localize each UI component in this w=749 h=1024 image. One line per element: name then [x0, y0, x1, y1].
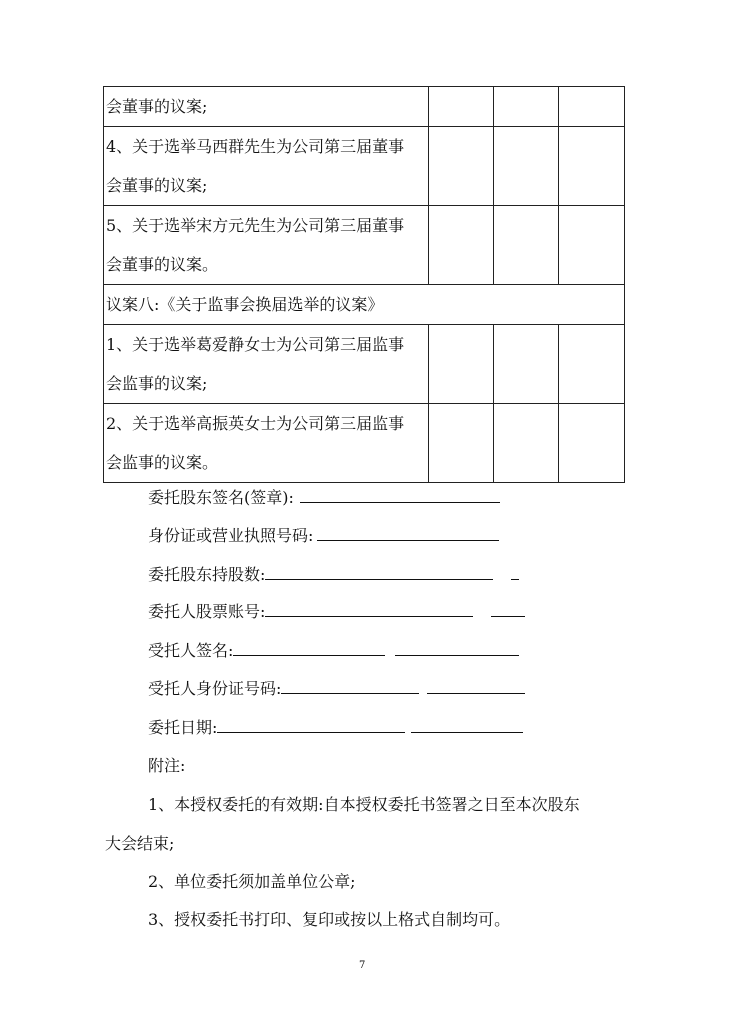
vote-cell-for	[428, 206, 493, 285]
motion-label: 5、关于选举宋方元先生为公司第三届董事 会董事的议案。	[104, 206, 429, 285]
table-row	[104, 87, 625, 127]
proxy-signature-field	[148, 641, 519, 661]
proxy-signature-line-2	[395, 641, 519, 656]
vote-cell-for	[428, 404, 493, 483]
table-row	[104, 285, 625, 325]
motion-section-heading: 议案八:《关于监事会换届选举的议案》	[104, 285, 625, 325]
page-number: 7	[359, 960, 366, 971]
account-number-line-short	[491, 602, 525, 617]
shares-held-field	[148, 565, 519, 585]
vote-cell-abstain	[559, 206, 625, 285]
voting-table	[103, 86, 625, 483]
date-label: 委托日期:	[148, 718, 218, 737]
table-row	[104, 206, 625, 285]
proxy-id-field	[148, 679, 525, 699]
proxy-id-line-2	[427, 679, 525, 694]
vote-cell-abstain	[559, 325, 625, 404]
motion-label: 会董事的议案;	[104, 87, 429, 127]
date-field	[148, 718, 523, 738]
account-number-line	[265, 602, 473, 617]
vote-cell-for	[428, 87, 493, 127]
shares-held-line	[265, 565, 493, 580]
table-row	[104, 404, 625, 483]
motion-label: 2、关于选举高振英女士为公司第三届监事 会监事的议案。	[104, 404, 429, 483]
vote-cell-against	[493, 404, 559, 483]
proxy-id-line	[281, 679, 419, 694]
date-line	[217, 718, 405, 733]
vote-cell-against	[493, 127, 559, 206]
vote-cell-for	[428, 127, 493, 206]
account-number-field	[148, 602, 525, 622]
vote-cell-abstain	[559, 127, 625, 206]
vote-cell-against	[493, 325, 559, 404]
notes-heading: 附注:	[148, 756, 186, 775]
table-row	[104, 127, 625, 206]
id-number-label: 身份证或营业执照号码:	[148, 526, 314, 545]
shares-held-label: 委托股东持股数:	[148, 565, 266, 584]
table-row	[104, 325, 625, 404]
id-number-line	[317, 526, 499, 541]
note-item-3: 3、授权委托书打印、复印或按以上格式自制均可。	[148, 910, 511, 929]
note-item-1-continued: 大会结束;	[105, 834, 175, 853]
note-item-1: 1、本授权委托的有效期:自本授权委托书签署之日至本次股东	[148, 795, 580, 814]
motion-label: 4、关于选举马西群先生为公司第三届董事 会董事的议案;	[104, 127, 429, 206]
vote-cell-abstain	[559, 404, 625, 483]
note-item-2: 2、单位委托须加盖单位公章;	[148, 872, 356, 891]
vote-cell-for	[428, 325, 493, 404]
proxy-id-label: 受托人身份证号码:	[148, 679, 282, 698]
signature-line	[300, 488, 500, 503]
account-number-label: 委托人股票账号:	[148, 602, 266, 621]
vote-cell-against	[493, 87, 559, 127]
shares-held-line-short	[511, 565, 519, 580]
proxy-signature-line	[233, 641, 385, 656]
proxy-signature-label: 受托人签名:	[148, 641, 234, 660]
motion-label: 1、关于选举葛爱静女士为公司第三届监事 会监事的议案;	[104, 325, 429, 404]
shareholder-signature-field	[148, 488, 500, 508]
id-number-field	[148, 526, 499, 546]
vote-cell-against	[493, 206, 559, 285]
vote-cell-abstain	[559, 87, 625, 127]
shareholder-signature-label: 委托股东签名(签章):	[148, 488, 294, 507]
date-line-2	[411, 718, 523, 733]
